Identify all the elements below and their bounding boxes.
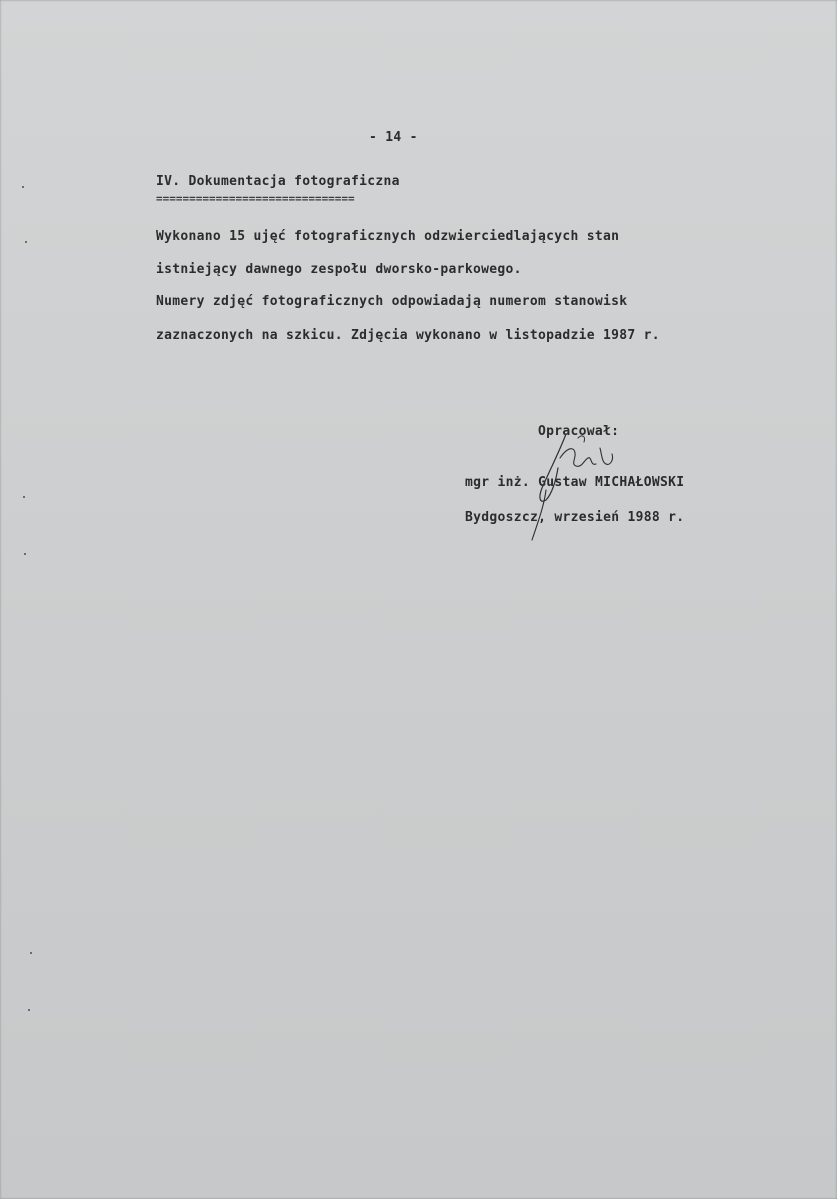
- prepared-by-label: Opracował:: [538, 424, 620, 439]
- paragraph-line: istniejący dawnego zespołu dworsko-parkowego.: [156, 262, 522, 277]
- margin-punch-mark: [23, 496, 25, 498]
- paragraph-line: Numery zdjęć fotograficznych odpowiadają numerom stanowisk: [156, 294, 628, 309]
- margin-punch-mark: [25, 241, 27, 243]
- paragraph-line: zaznaczonych na szkicu. Zdjęcia wykonano w listopadzie 1987 r.: [156, 328, 660, 343]
- margin-punch-mark: [30, 952, 32, 954]
- handwritten-signature: [520, 430, 630, 550]
- page-number: - 14 -: [369, 130, 418, 145]
- heading-underline: ==============================: [156, 192, 355, 205]
- place-date: Bydgoszcz, wrzesień 1988 r.: [465, 510, 685, 525]
- margin-punch-mark: [24, 553, 26, 555]
- margin-punch-mark: [28, 1009, 30, 1011]
- margin-punch-mark: [22, 186, 24, 188]
- section-heading: IV. Dokumentacja fotograficzna: [156, 174, 400, 189]
- paragraph-line: Wykonano 15 ujęć fotograficznych odzwierciedlających stan: [156, 229, 620, 244]
- author-name: mgr inż. Gustaw MICHAŁOWSKI: [465, 475, 685, 490]
